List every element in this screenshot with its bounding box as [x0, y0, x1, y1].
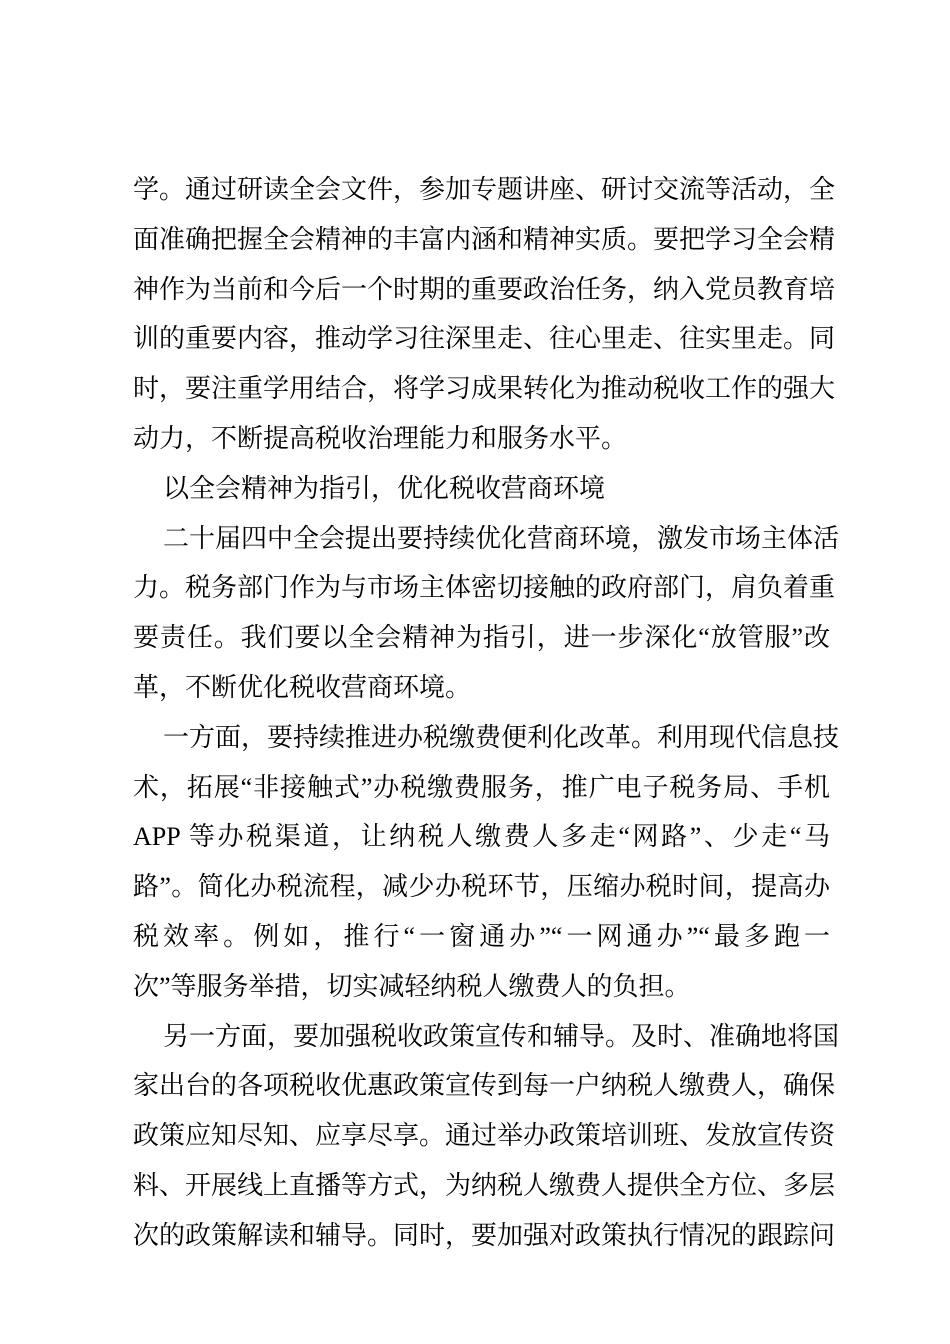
text-line: 政策应知尽知、应享尽享。通过举办政策培训班、发放宣传资	[133, 1121, 836, 1151]
text-line: 学。通过研读全会文件，参加专题讲座、研讨交流等活动，全	[133, 175, 836, 204]
section-heading: 以全会精神为指引，优化税收营商环境	[163, 473, 606, 503]
text-line: 面准确把握全会精神的丰富内涵和精神实质。要把学习全会精	[133, 224, 836, 254]
text-line: 一方面，要持续推进办税缴费便利化改革。利用现代信息技	[163, 722, 840, 752]
text-line: 另一方面，要加强税收政策宣传和辅导。及时、准确地将国	[163, 1021, 840, 1051]
text-line: 术，拓展“非接触式”办税缴费服务，推广电子税务局、手机	[133, 772, 830, 802]
text-line: 二十届四中全会提出要持续优化营商环境，激发市场主体活	[163, 523, 840, 553]
text-line: 动力，不断提高税收治理能力和服务水平。	[133, 423, 628, 453]
text-line: 训的重要内容，推动学习往深里走、往心里走、往实里走。同	[133, 324, 836, 354]
document-page	[133, 165, 840, 1261]
text-line: 革，不断优化税收营商环境。	[133, 672, 472, 702]
text-line: 料、开展线上直播等方式，为纳税人缴费人提供全方位、多层	[133, 1170, 836, 1200]
text-line: 神作为当前和今后一个时期的重要政治任务，纳入党员教育培	[133, 274, 836, 304]
text-line: 次的政策解读和辅导。同时，要加强对政策执行情况的跟踪问	[133, 1220, 836, 1250]
text-line: 次”等服务举措，切实减轻纳税人缴费人的负担。	[133, 971, 691, 1001]
text-line: 税效率。例如，推行“一窗通办”“一网通办”“最多跑一	[133, 921, 830, 951]
text-line: 路”。简化办税流程，减少办税环节，压缩办税时间，提高办	[133, 872, 830, 902]
text-line: APP 等办税渠道，让纳税人缴费人多走“网路”、少走“马	[133, 822, 830, 852]
text-line: 家出台的各项税收优惠政策宣传到每一户纳税人缴费人，确保	[133, 1071, 836, 1101]
text-line: 时，要注重学用结合，将学习成果转化为推动税收工作的强大	[133, 374, 836, 404]
text-line: 要责任。我们要以全会精神为指引，进一步深化“放管服”改	[133, 623, 830, 653]
text-line: 力。税务部门作为与市场主体密切接触的政府部门，肩负着重	[133, 573, 836, 603]
